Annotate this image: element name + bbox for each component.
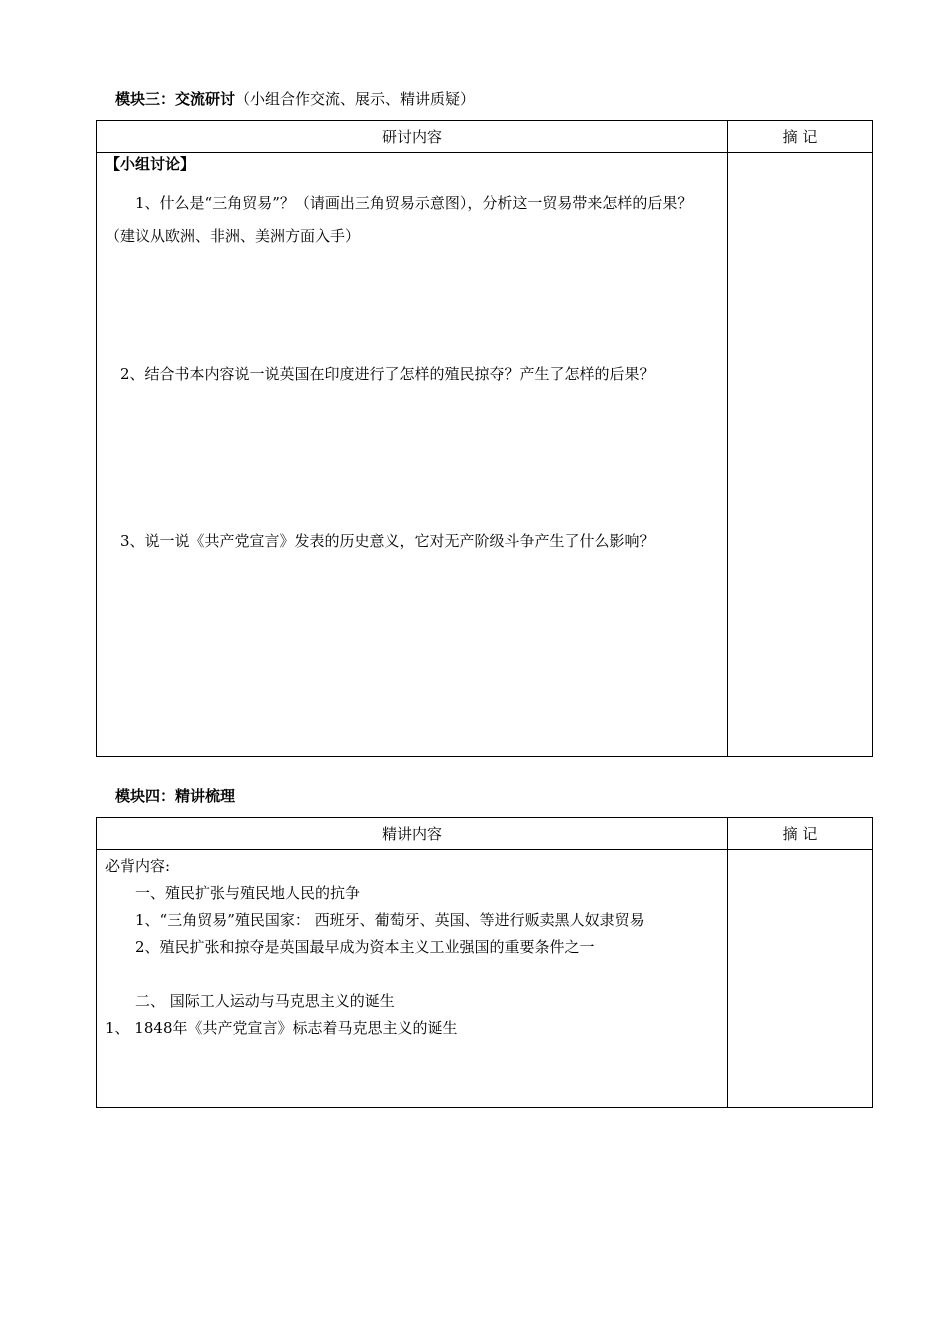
section-2-title: 二、 国际工人运动与马克思主义的诞生 — [135, 992, 395, 1010]
notes-header: 摘 记 — [728, 121, 873, 153]
module3-title: 模块三：交流研讨 — [115, 90, 236, 108]
module3-subtitle: （小组合作交流、展示、精讲质疑） — [235, 90, 476, 108]
lecture-table — [96, 817, 873, 1108]
item-3: 1、 1848年《共产党宣言》标志着马克思主义的诞生 — [105, 1019, 458, 1037]
item-2: 2、殖民扩张和掠夺是英国最早成为资本主义工业强国的重要条件之一 — [135, 938, 595, 956]
discussion-content-header: 研讨内容 — [97, 121, 728, 153]
discussion-content-cell — [97, 153, 728, 757]
discussion-table — [96, 120, 873, 757]
module3-heading — [115, 88, 475, 109]
section-1-title: 一、殖民扩张与殖民地人民的抗争 — [135, 884, 361, 902]
item-1: 1、“三角贸易”殖民国家： 西班牙、葡萄牙、英国、等进行贩卖黑人奴隶贸易 — [135, 911, 645, 929]
question-3: 3、说一说《共产党宣言》发表的历史意义，它对无产阶级斗争产生了什么影响？ — [120, 532, 655, 550]
module4-heading — [115, 785, 235, 806]
must-recite-label: 必背内容: — [105, 857, 171, 875]
lecture-content-cell — [97, 850, 728, 1108]
question-1: 1、什么是“三角贸易”？（请画出三角贸易示意图），分析这一贸易带来怎样的后果？（建议从欧洲、非洲、美洲方面入手） — [105, 194, 693, 245]
module4-title: 模块四：精讲梳理 — [115, 787, 236, 805]
group-discussion-tag: 【小组讨论】 — [105, 155, 196, 173]
lecture-content-header: 精讲内容 — [97, 818, 728, 850]
question-2: 2、结合书本内容说一说英国在印度进行了怎样的殖民掠夺？产生了怎样的后果？ — [120, 365, 655, 383]
lecture-notes-header: 摘 记 — [728, 818, 873, 850]
lecture-notes-cell — [728, 850, 873, 1108]
discussion-notes-cell — [728, 153, 873, 757]
